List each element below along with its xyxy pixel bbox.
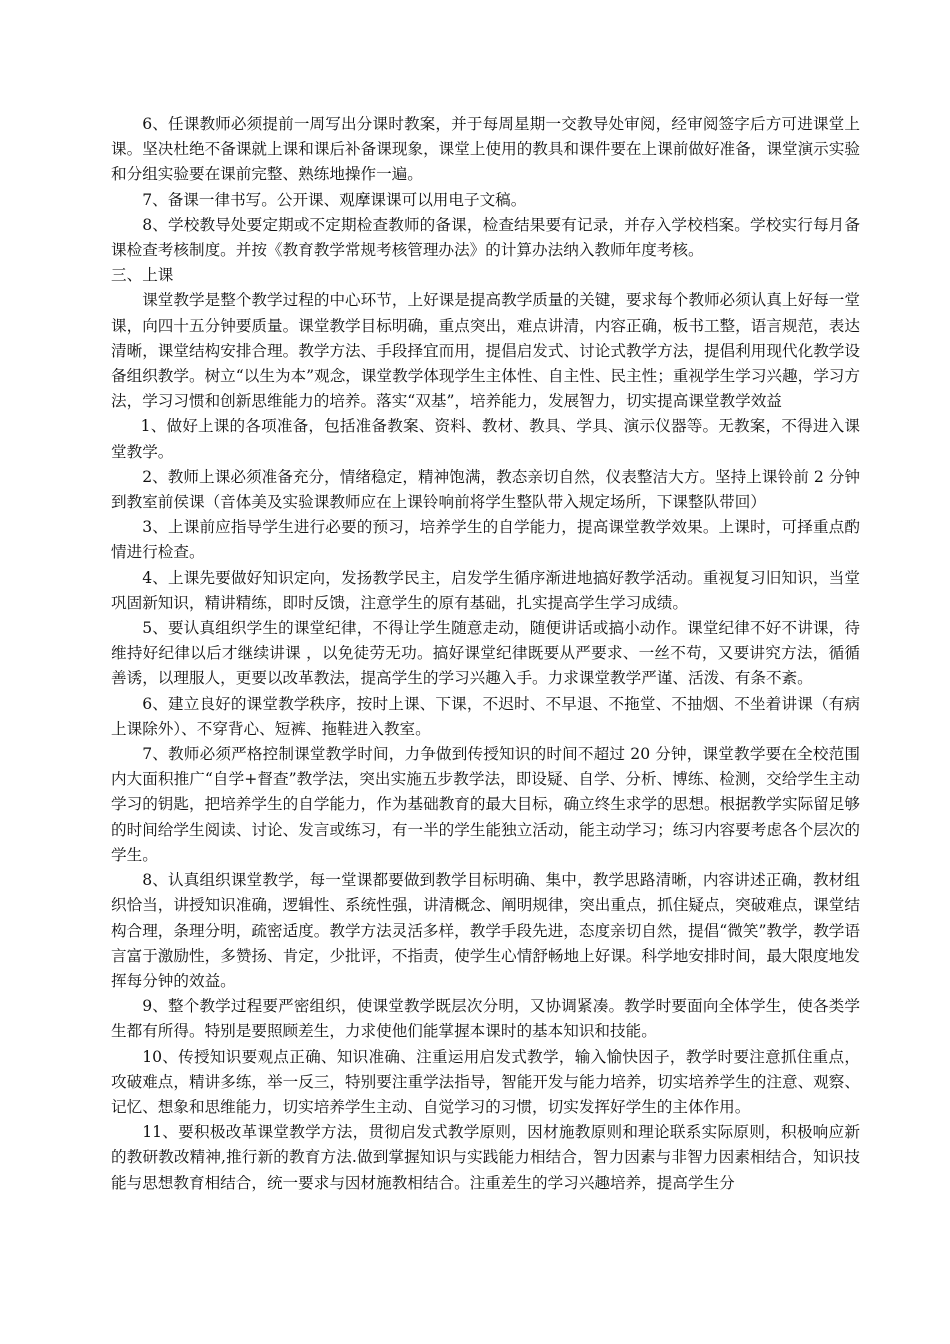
list-item-4: 4、上课先要做好知识定向，发扬教学民主，启发学生循序渐进地搞好教学活动。重视复习旧知识，当堂巩固新知识，精讲精练，即时反馈，注意学生的原有基础，扎实提高学生学习成绩。 — [111, 568, 860, 612]
section-intro: 课堂教学是整个教学过程的中心环节，上好课是提高教学质量的关键，要求每个教师必须认真上好每一堂课，向四十五分钟要质量。课堂教学目标明确，重点突出，难点讲清，内容正确，板书工整，语言规范，表达清晰，课堂结构安排合理。教学方法、手段择宜而用，提倡启发式、讨论式教学方法，提倡利用现代化教学设备组织教学。树立“以生为本”观念，课堂教学体现学生主体性、自主性、民主性；重视学生学习兴趣，学习方法，学习习惯和创新思维能力的培养。落实“双基”，培养能力，发展智力，切实提高课堂教学效益 — [111, 291, 860, 411]
section-heading-class: 三、上课 — [111, 266, 174, 285]
paragraph-prep-8: 8、学校教导处要定期或不定期检查教师的备课，检查结果要有记录，并存入学校档案。学校实行每月备课检查考核制度。并按《教育教学常规考核管理办法》的计算办法纳入教师年度考核。 — [111, 215, 860, 260]
list-item-7: 7、教师必须严格控制课堂教学时间，力争做到传授知识的时间不超过 20 分钟，课堂教学要在全校范围内大面积推广“自学+督查”教学法，突出实施五步教学法，即设疑、自学、分析、博练、检测，交给学生主动学习的钥匙，把培养学生的自学能力，作为基础教育的最大目标，确立终生求学的思想。根据教学实际留足够的时间给学生阅读、讨论、发言或练习，有一半的学生能独立活动，能主动学习；练习内容要考虑各个层次的学生。 — [111, 745, 860, 864]
list-item-5: 5、要认真组织学生的课堂纪律，不得让学生随意走动，随便讲话或搞小动作。课堂纪律不好不讲课，待维持好纪律以后才继续讲课 ，以免徒劳无功。搞好课堂纪律既要从严要求、一丝不苟，又要讲究方法，循循善诱，以理服人，更要以改革教法，提高学生的学习兴趣入手。力求课堂教学严谨、活泼、有条不紊。 — [111, 619, 860, 688]
list-item-6: 6、建立良好的课堂教学秩序，按时上课、下课，不迟时、不早退、不拖堂、不抽烟、不坐着讲课（有病上课除外）、不穿背心、短裤、拖鞋进入教室。 — [111, 694, 860, 738]
document-page — [111, 112, 860, 1196]
paragraph-prep-7: 7、备课一律书写。公开课、观摩课课可以用电子文稿。 — [142, 190, 527, 209]
list-item-8: 8、认真组织课堂教学，每一堂课都要做到教学目标明确、集中，教学思路清晰，内容讲述正确，教材组织恰当，讲授知识准确，逻辑性、系统性强，讲清概念、阐明规律，突出重点，抓住疑点，突破难点，课堂结构合理，条理分明，疏密适度。教学方法灵活多样，教学手段先进，态度亲切自然，提倡“微笑”教学，教学语言富于激励性，多赞扬、肯定，少批评，不指责，使学生心情舒畅地上好课。科学地安排时间，最大限度地发挥每分钟的效益。 — [111, 871, 860, 990]
list-item-3: 3、上课前应指导学生进行必要的预习，培养学生的自学能力，提高课堂教学效果。上课时，可择重点酌情进行检查。 — [111, 518, 860, 562]
paragraph-prep-6: 6、任课教师必须提前一周写出分课时教案，并于每周星期一交教导处审阅，经审阅签字后方可进课堂上课。坚决杜绝不备课就上课和课后补备课现象，课堂上使用的教具和课件要在上课前做好准备，课堂演示实验和分组实验要在课前完整、熟练地操作一遍。 — [111, 115, 860, 184]
list-item-1: 1、做好上课的各项准备，包括准备教案、资料、教材、教具、学具、演示仪器等。无教案，不得进入课堂教学。 — [111, 417, 860, 461]
list-item-11: 11、要积极改革课堂教学方法，贯彻启发式教学原则，因材施教原则和理论联系实际原则，积极响应新的教研教改精神,推行新的教育方法.做到掌握知识与实践能力相结合，智力因素与非智力因素相结合，知识技能与思想教育相结合，统一要求与因材施教相结合。注重差生的学习兴趣培养，提高学生分 — [111, 1123, 860, 1192]
list-item-2: 2、教师上课必须准备充分，情绪稳定，精神饱满，教态亲切自然，仪表整洁大方。坚持上课铃前 2 分钟到教室前侯课（音体美及实验课教师应在上课铃响前将学生整队带入规定场所，下课整队带回） — [111, 467, 860, 512]
list-item-9: 9、整个教学过程要严密组织，使课堂教学既层次分明，又协调紧凑。教学时要面向全体学生，使各类学生都有所得。特别是要照顾差生，力求使他们能掌握本课时的基本知识和技能。 — [111, 997, 860, 1041]
list-item-10: 10、传授知识要观点正确、知识准确、注重运用启发式教学，输入愉快因子，教学时要注意抓住重点，攻破难点，精讲多练，举一反三，特别要注重学法指导，智能开发与能力培养，切实培养学生的注意、观察、记忆、想象和思维能力，切实培养学生主动、自觉学习的习惯，切实发挥好学生的主体作用。 — [111, 1047, 860, 1116]
